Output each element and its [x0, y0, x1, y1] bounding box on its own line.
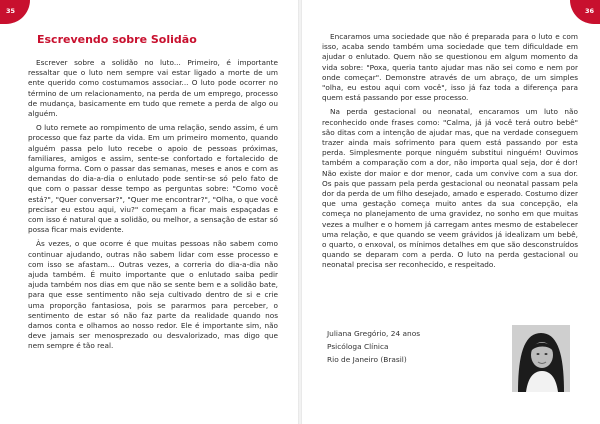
page-number-left: 35: [0, 0, 30, 24]
author-role: Psicóloga Clínica: [327, 342, 389, 351]
paragraph: Na perda gestacional ou neonatal, encaramos um luto não reconhecido onde frases como: "Calma, já já você terá outro bebê" são ditas com a intenção de ajudar mas, que na verdade conseguem trazer ainda mais sofrimento para quem está passando por esta perda. Simplesmente porque ninguém substitui ninguém! Ouvimos também a comparação com a dor, não importa qual seja, dor é dor! Não existe dor maior e dor menor, cada um convive com a sua dor. Os pais que passam pela perda gestacional ou neonatal passam pela dor da perda de um filho desejado, amado e esperado. Costumo dizer que uma gestação começa muito antes da sua concepção, ela começa no planejamento de uma gravidez, no sonho em que muitas vezes a mulher e o homem já carregam antes mesmo de estabelecer uma relação, e que quando se veem grávidos já idealizam um bebê, o quarto, o enxoval, os mínimos detalhes em que são desconstruídos quando se deparam com a perda. O luto na perda gestacional ou neonatal precisa ser reconhecido, e respeitado.: [322, 107, 578, 270]
article-title: Escrevendo sobre Solidão: [37, 33, 197, 46]
author-location: Rio de Janeiro (Brasil): [327, 355, 407, 364]
left-page: [0, 0, 298, 424]
author-signature: [327, 327, 420, 366]
right-page: [302, 0, 600, 424]
paragraph: Às vezes, o que ocorre é que muitas pessoas não sabem como continuar ajudando, outras não sabem lidar com esse processo e com isso se afastam... Outras vezes, a correria do dia-a-dia não ajuda também. É muito importante que o enlutado saiba pedir ajuda também nos dias em que não se sente bem e a solidão bate, para que esse sentimento não seja cultivado dentro de si e crie uma proporção fantasiosa, pois se pararmos para perceber, o sentimento de estar só não faz parte da realidade quando nos damos conta e olhamos ao nosso redor. Ele é importante sim, não deve jamais ser menosprezado ou desvalorizado, mas digo que nem sempre é tão real.: [28, 239, 278, 351]
page-number-right: 36: [570, 0, 600, 24]
left-column-text: [28, 58, 278, 356]
right-column-text: [322, 32, 578, 275]
paragraph: Encaramos uma sociedade que não é preparada para o luto e com isso, acaba sendo também uma sociedade que tem dificuldade em ajudar o enlutado. Quem não se questionou em algum momento da vida sobre: "Poxa, queria tanto ajudar mas não sei como e nem por onde começar". Demonstre através de um abraço, de um simples "olha, eu estou aqui com você", isso já faz toda a diferença para quem está passando por esse processo.: [322, 32, 578, 103]
paragraph: Escrever sobre a solidão no luto... Primeiro, é importante ressaltar que o luto nem sempre vai estar ligado a morte de um ente querido como costumamos associar... O luto pode ocorrer no término de um relacionamento, na perda de um emprego, processo de mudança, basicamente em tudo que remete a perda de algo ou alguém.: [28, 58, 278, 119]
author-name: Juliana Gregório, 24 anos: [327, 329, 421, 338]
author-photo: [512, 325, 570, 392]
author-portrait-icon: [512, 325, 570, 392]
paragraph: O luto remete ao rompimento de uma relação, sendo assim, é um processo que faz parte da vida. Em um primeiro momento, quando alguém passa pelo luto recebe o apoio de pessoas próximas, familiares, amigos e assim, sente-se confortado e fortalecido de alguma forma. Com o passar das semanas, meses e anos e com as demandas do dia-a-dia o enlutado pode sentir-se só pelo fato de que com o passar desse tempo as perguntas sobre: "Como você está?", "Quer conversar?", "Quer me encontrar?", "Olha, o que você precisar eu estou aqui, viu?" começam a ficar mais espaçadas e com isso é natural que a solidão, ou melhor, a sensação de estar só possa ficar mais evidente.: [28, 123, 278, 235]
